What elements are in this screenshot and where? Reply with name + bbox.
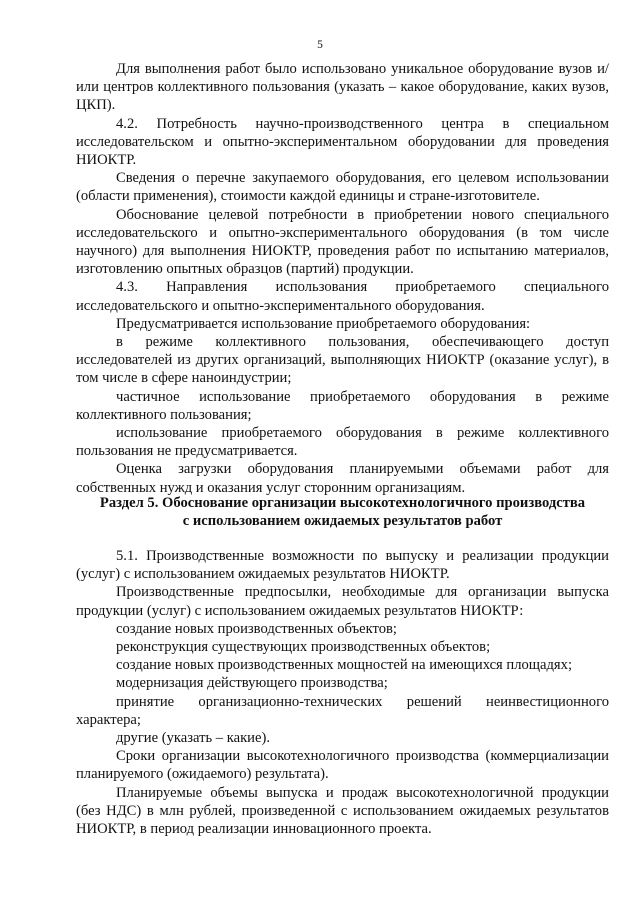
paragraph: Для выполнения работ было использовано уникальное оборудование вузов и/или центров коллективного пользования (указать – какое оборудование, каких вузов, ЦКП). <box>76 61 609 114</box>
paragraph: принятие организационно-технических решений неинвестиционного характера; <box>76 693 609 728</box>
section-4-body <box>76 60 609 497</box>
paragraph: Производственные предпосылки, необходимые для организации выпуска продукции (услуг) с использованием ожидаемых результатов НИОКТР: <box>76 584 609 619</box>
paragraph: Обоснование целевой потребности в приобретении нового специального исследовательского и опытно-экспериментального оборудования (в том числе научного) для выполнения НИОКТР, проведения работ по испытанию материалов, изготовлению опытных образцов (партий) продукции. <box>76 206 609 278</box>
paragraph: использование приобретаемого оборудования в режиме коллективного пользования не предусматривается. <box>76 425 609 460</box>
paragraph: в режиме коллективного пользования, обеспечивающего доступ исследователей из других организаций, выполняющих НИОКТР (оказание услуг), в том числе в сфере наноиндустрии; <box>76 334 609 387</box>
paragraph: 4.2. Потребность научно-производственного центра в специальном исследовательском и опытно-экспериментальном оборудовании для проведения НИОКТР. <box>76 115 609 169</box>
paragraph: Сроки организации высокотехнологичного производства (коммерциализации планируемого (ожидаемого) результата). <box>76 748 609 783</box>
section-heading-line: с использованием ожидаемых результатов работ <box>182 513 503 530</box>
paragraph: другие (указать – какие). <box>116 730 270 747</box>
paragraph: Предусматривается использование приобретаемого оборудования: <box>116 315 531 332</box>
paragraph: создание новых производственных мощностей на имеющихся площадях; <box>116 657 572 674</box>
section-heading-line: Раздел 5. Обоснование организации высокотехнологичного производства <box>99 495 586 511</box>
paragraph: создание новых производственных объектов; <box>116 620 397 637</box>
paragraph: 5.1. Производственные возможности по выпуску и реализации продукции (услуг) с использованием ожидаемых результатов НИОКТР. <box>76 548 609 583</box>
paragraph: реконструкция существующих производственных объектов; <box>116 639 491 656</box>
paragraph: Сведения о перечне закупаемого оборудования, его целевом использовании (области применения), стоимости каждой единицы и стране-изготовителе. <box>76 170 609 205</box>
paragraph: Планируемые объемы выпуска и продаж высокотехнологичной продукции (без НДС) в млн рублей, произведенной с использованием ожидаемых результатов НИОКТР, в период реализации инновационного проекта. <box>76 784 609 838</box>
paragraph: Оценка загрузки оборудования планируемыми объемами работ для собственных нужд и оказания услуг сторонним организациям. <box>76 461 609 496</box>
page-number: 5 <box>317 39 323 51</box>
paragraph: 4.3. Направления использования приобретаемого специального исследовательского и опытно-экспериментального оборудования. <box>76 279 609 314</box>
section-5-body <box>76 547 609 838</box>
section-5-heading <box>76 494 609 530</box>
paragraph: частичное использование приобретаемого оборудования в режиме коллективного пользования; <box>76 388 609 423</box>
paragraph: модернизация действующего производства; <box>116 675 388 692</box>
